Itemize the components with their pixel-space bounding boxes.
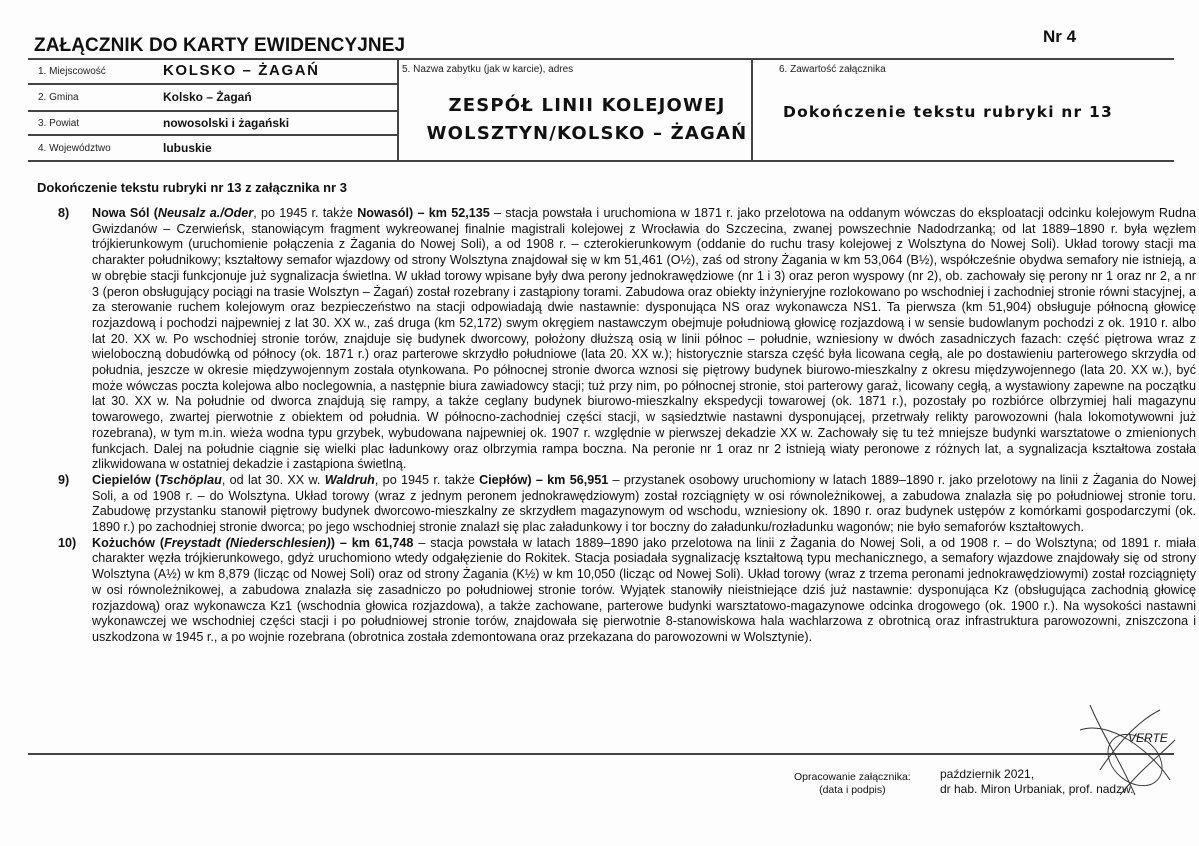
prepared-by-label: [794, 771, 911, 797]
divider: [28, 753, 1174, 755]
divider: [28, 83, 398, 85]
divider: [28, 110, 398, 112]
list-item: [58, 206, 1196, 473]
field-label-locality: 1. Miejscowość: [38, 66, 106, 77]
item-heading-km: ) – km 61,748: [330, 535, 414, 550]
item-heading: Nowa Sól (: [92, 206, 158, 220]
item-heading-note: , od lat 30. XX w.: [221, 472, 325, 487]
item-text: [92, 206, 1196, 473]
item-heading-german: Tschöplau: [159, 472, 222, 487]
field-label-voivodeship: 4. Województwo: [38, 143, 111, 154]
prepared-author: dr hab. Miron Urbaniak, prof. nadzw.: [940, 782, 1134, 796]
verte-note: VERTE: [1128, 731, 1168, 745]
item-heading-german: Freystadt (Niederschlesien): [164, 535, 331, 550]
item-number: 10): [58, 535, 77, 550]
field-value-voivodeship: lubuskie: [163, 141, 212, 155]
item-heading: Kożuchów (: [92, 535, 165, 550]
divider: [397, 58, 399, 160]
field-label-content: 6. Zawartość załącznika: [779, 64, 886, 75]
monument-name-line2: WOLSZTYN/KOLSKO – ŻAGAŃ: [426, 123, 748, 144]
monument-name: [402, 92, 772, 148]
divider: [28, 160, 1174, 162]
item-heading-km: Nowasól) – km 52,135: [357, 206, 490, 220]
item-number: 9): [58, 472, 70, 487]
prepared-by-label-line2: (data i podpis): [819, 784, 886, 796]
item-heading-german-alt: Waldruh: [324, 472, 375, 487]
prepared-date: październik 2021,: [940, 767, 1035, 781]
field-label-county: 3. Powiat: [38, 118, 80, 129]
item-description: – stacja powstała i uruchomiona w 1871 r. jako przelotowa na oddanym wówczas do eksploatacji odcinku kolejowym Rudna Gwizdanów – Czerwieńsk, stanowiącym fragment wykreowanej finalnie magistrali kolejowej z Wrocławia do Szczecina, zwanej powszechnie Nadodrzanką; od lat 1889–1890 r. była węzłem trójkierunkowym (uruchomienie połączenia z Żagania do Nowej Soli), a od 1908 r. – czterokierunkowym (oddanie do ruchu trasy kolejowej z Wolsztyna do Nowej Soli). Układ torowy stacji ma charakter południkowy; kształtowy semafor wjazdowy od strony Wolsztyna znajdował się w km 51,461 (O½), zaś od strony Żagania w km 53,064 (B½), współcześnie obydwa semafory nie istnieją, a w obrębie stacji funkcjonuje już sygnalizacja świetlna. W układ torowy wpisane były dwa perony jednokrawędziowe (nr 1 i 3) oraz peron wyspowy (nr 2), ob. zachowały się perony nr 1 oraz nr 2, a nr 3 (peron obsługujący pociągi na trasie Wolsztyn – Żagań) został rozebrany i zastąpiony torami. Zabudowa oraz obiekty inżynieryjne rozlokowano po wschodniej i zachodniej stronie równi stacyjnej, a za sterowanie ruchem kolejowym oraz bezpieczeństwo na stacji odpowiadają dwie nastawnie: dysponująca NS oraz wykonawcza NS1. Ta pierwsza (km 51,904) obsługuje północną głowicę rozjazdową i pochodzi najpewniej z lat 30. XX w., zaś druga (km 52,172) swym okręgiem nastawczym obejmuje południową głowicę rozjazdową i w sensie budowlanym pochodzi z ok. 1910 r. albo lat 20. XX w. Po wschodniej stronie torów, znajduje się budynek dworcowy, położony dłuższą osią w linii północ – południe, wzniesiony w dwóch zasadniczych fazach: część piętrowa wraz z wieloboczną dobudówką od północy (ok. 1871 r.) oraz parterowe skrzydło południowe (lata 20. XX w.); historycznie starsza część była licowana cegłą, ale po dostawieniu parterowego skrzydła od południa, jeszcze w okresie międzywojennym została otynkowana. Po północnej stronie dworca wznosi się piętrowy budynek biurowo-mieszkalny z okresu międzywojennego (lata 20. XX w.), być może wówczas poczta kolejowa albo noclegownia, a następnie biura zawiadowcy stacji; tuż przy nim, po północnej stronie, stoi parterowy garaż, licowany cegłą, a wystawiony zapewne na początku lat 30. XX w. Na południe od dworca znajdują się rampy, a także ceglany budynek biurowo-mieszkalny ekspedycji towarowej (ok. 1871 r.), pozostały po rozbiórce olbrzymiej hali magazynu towarowego, zwartej pierwotnie z obiektem od południa. W północno-zachodniej części stacji, w sąsiedztwie nastawni dysponującej, przetrwały relikty parowozowni (hala lokomotywowni już rozebrana), w tym m.in. wieża wodna typu grzybek, wybudowana najpewniej ok. 1907 r. względnie w pierwszej dekadzie XX w. Zachowały się tu też mniejsze budynki warsztatowe o zmienionych funkcjach. Dalej na południe ciągnie się wielki plac ładunkowy oraz olbrzymia rampa boczna. Na peronie nr 1 oraz nr 2 istnieją wiaty peronowe z różnych lat, a sygnalizacja kształtowa została zlikwidowana w ostatniej dekadzie i zastąpiona świetlną.: [92, 206, 1196, 472]
item-description: – przystanek osobowy uruchomiony w latach 1889–1890 r. jako przelotowy na linii z Żagania do Nowej Soli, a od 1908 r. – do Wolsztyna. Układ torowy (wraz z jednym peronem jednokrawędziowym) został rozciągnięty w osi równoleżnikowej, a zabudowa znalazła się po południowej stronie toru. Zabudowę przystanku stanowił piętrowy budynek dworcowo-mieszkalny ze skrzydłem magazynowym od wschodu, wzniesiony ok. 1890 r. oraz budynek ustępów z komórkami gospodarczymi (ok. 1890 r.) po zachodniej stronie dworca; po jego wschodniej stronie znalazł się plac załadunkowy i tor boczny do załadunku/rozładunku wagonów; nie było semaforów kształtowych.: [92, 472, 1196, 535]
item-heading-note: , po 1945 r. także: [253, 206, 358, 220]
field-label-commune: 2. Gmina: [38, 92, 79, 103]
item-number: 8): [58, 206, 70, 220]
item-heading-km: Ciepłów) – km 56,951: [479, 472, 609, 487]
attachment-content: Dokończenie tekstu rubryki nr 13: [783, 103, 1113, 121]
divider: [28, 58, 1174, 60]
attachment-number: Nr 4: [1043, 27, 1077, 46]
list-item: [58, 536, 1196, 646]
document-title: ZAŁĄCZNIK DO KARTY EWIDENCYJNEJ: [34, 35, 406, 56]
item-heading-german: Neusalz a./Oder: [157, 206, 254, 220]
section-title: Dokończenie tekstu rubryki nr 13 z załącznika nr 3: [37, 180, 347, 195]
item-heading: Ciepielów (: [92, 472, 160, 487]
item-heading-note: , po 1945 r. także: [374, 472, 480, 487]
field-label-monument: 5. Nazwa zabytku (jak w karcie), adres: [402, 64, 574, 75]
divider: [28, 134, 398, 136]
prepared-by-label-line1: Opracowanie załącznika:: [794, 771, 911, 783]
body-text: [58, 206, 1196, 646]
item-text: [92, 536, 1196, 646]
item-text: [92, 473, 1196, 536]
list-item: [58, 473, 1196, 536]
field-value-commune: Kolsko – Żagań: [163, 90, 252, 104]
field-value-locality: KOLSKO – ŻAGAŃ: [163, 62, 320, 79]
monument-name-line1: ZESPÓŁ LINII KOLEJOWEJ: [448, 95, 726, 116]
field-value-county: nowosolski i żagański: [163, 116, 290, 130]
prepared-by-value: [940, 767, 1133, 797]
item-description: – stacja powstała w latach 1889–1890 jako przelotowa na linii z Żagania do Nowej Soli, a od 1908 r. – do Wolsztyna; od 1891 r. miała charakter węzła trójkierunkowego, gdyż uruchomiono wtedy odgałęzienie do Rokitek. Stacja posiadała sygnalizację kształtową typu mechanicznego, a semafory wjazdowe znajdowały się od strony Wolsztyna (A½) w km 8,879 (licząc od Nowej Soli) oraz od strony Żagania (K½) w km 10,050 (licząc od Nowej Soli). Układ torowy (wraz z trzema peronami jednokrawędziowymi) został rozciągnięty w osi równoleżnikowej, a zabudowa znalazła się zasadniczo po południowej stronie torów. Wyjątek stanowiły nieistniejące dziś już nastawnie: dysponująca Kz (obsługująca zachodnią głowicę rozjazdową) oraz wykonawcza Kz1 (wschodnia głowica rozjazdowa), a także zachowane, parterowe budynki warsztatowo-magazynowe odcinka drogowego (ok. 1900 r.). Na wysokości nastawni wykonawczej we wschodniej części stacji i po południowej stronie torów, znajdowała się pierwotnie 8-stanowiskowa hala wachlarzowa z obrotnicą oraz infrastruktura parowozowni, zniszczona i uszkodzona w 1945 r., a po wojnie rozebrana (obrotnica została zdemontowana oraz przekazana do parowozowni w Wolsztynie).: [92, 535, 1196, 644]
